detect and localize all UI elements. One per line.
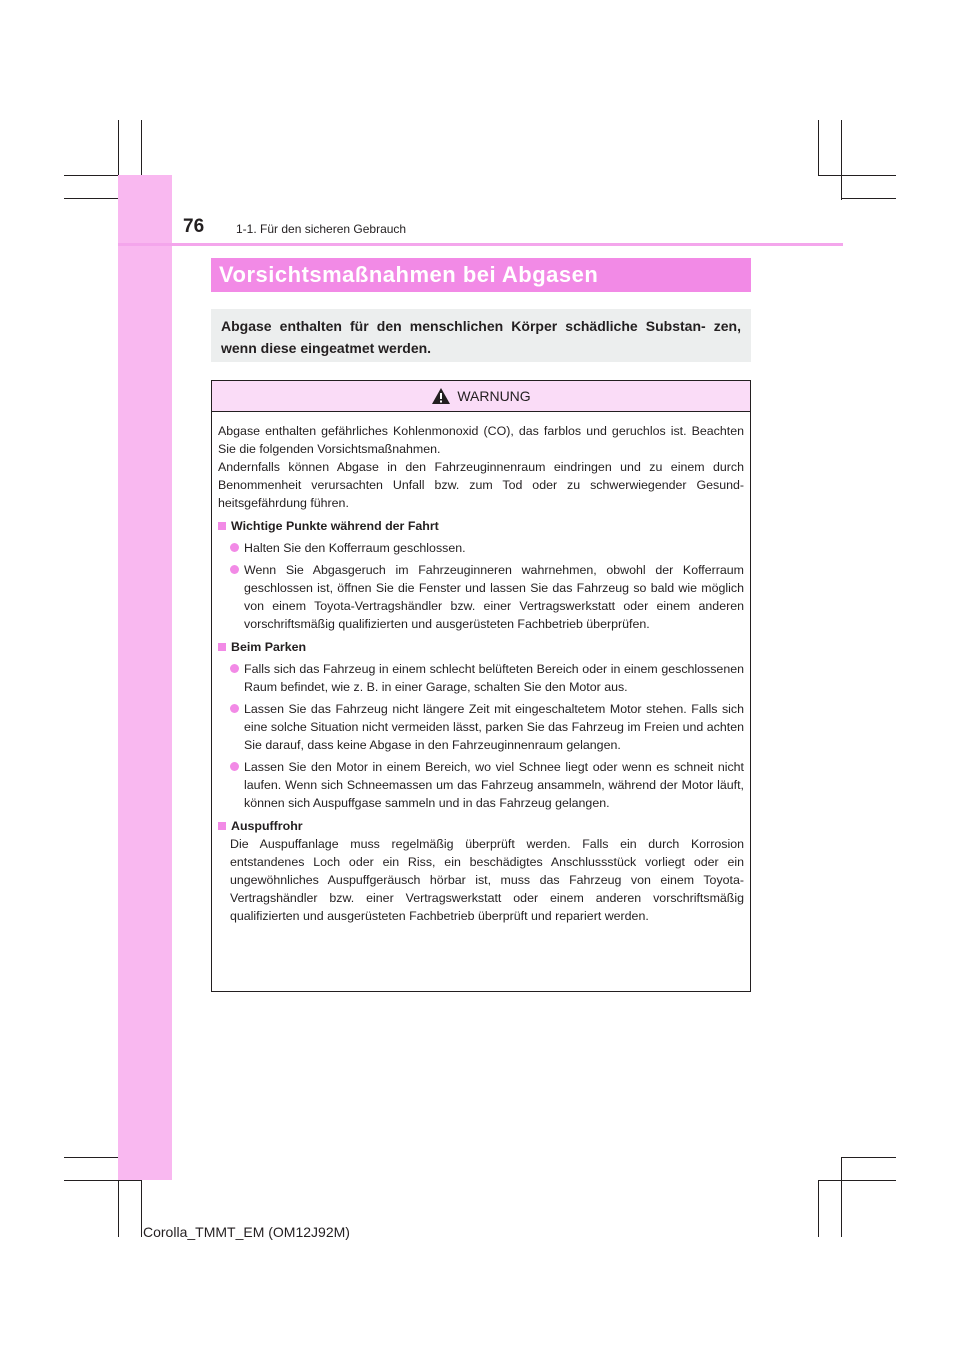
crop-mark: [841, 120, 842, 200]
list-item: Wenn Sie Abgasgeruch im Fahrzeuginneren wahrnehmen, obwohl der Kofferraum geschlossen ist, öffnen Sie die Fenster und lassen Sie das Fahrzeug so bald wie möglich von einem Toyota-Vertragshändler bzw. einer Vertragswerkstatt oder einem anderen vorschriftsmäßig qualifizierten und ausgerüsteten Fachbetrieb überprüfen.: [218, 561, 744, 633]
page-title: Vorsichtsmaßnahmen bei Abgasen: [211, 258, 751, 292]
crop-mark: [64, 1157, 119, 1158]
warning-label: WARNUNG: [457, 388, 531, 404]
dot-bullet-icon: [230, 565, 239, 574]
footer-code: Corolla_TMMT_EM (OM12J92M): [143, 1224, 350, 1240]
warning-intro: Andernfalls können Abgase in den Fahrzeuginnenraum eindringen und zu einem durch Benommenheit verursachten Unfall bzw. zum Tod oder zu schwerwiegender Gesund- heitsgefährdung führen.: [218, 460, 744, 510]
dot-bullet-icon: [230, 664, 239, 673]
intro-box: Abgase enthalten für den menschlichen Körper schädliche Substan- zen, wenn diese eingeatmet werden.: [211, 309, 751, 362]
warning-box: [211, 380, 751, 992]
crop-mark: [818, 1180, 819, 1237]
crop-mark: [818, 1180, 896, 1181]
crop-mark: [841, 1157, 896, 1158]
crop-mark: [64, 1180, 142, 1181]
list-item: Lassen Sie den Motor in einem Bereich, wo viel Schnee liegt oder wenn es schneit nicht laufen. Wenn sich Schneemassen um das Fahrzeug ansammeln, während der Motor läuft, können sich Auspuffgase sammeln und in das Fahrzeug gelangen.: [218, 758, 744, 812]
list-item: Falls sich das Fahrzeug in einem schlecht belüfteten Bereich oder in einem geschlossenen Raum befindet, wie z. B. in einer Garage, schalten Sie den Motor aus.: [218, 660, 744, 696]
section-heading: Wichtige Punkte während der Fahrt: [218, 517, 744, 535]
list-item: Halten Sie den Kofferraum geschlossen.: [218, 539, 744, 557]
section-heading: Beim Parken: [218, 638, 744, 656]
list-item: Lassen Sie das Fahrzeug nicht längere Zeit mit eingeschaltetem Motor stehen. Falls sich eine solche Situation nicht vermeiden lässt, parken Sie das Fahrzeug im Freien und achten Sie darauf, dass keine Abgase in den Fahrzeuginnenraum gelangen.: [218, 700, 744, 754]
warning-body: [212, 412, 750, 925]
square-bullet-icon: [218, 522, 226, 530]
warning-intro: Abgase enthalten gefährliches Kohlenmonoxid (CO), das farblos und geruchlos ist. Beachten Sie die folgenden Vorsichtsmaßnahmen.: [218, 424, 744, 456]
section-heading: Auspuffrohr: [218, 817, 744, 835]
crop-mark: [141, 1180, 142, 1237]
section-reference: 1-1. Für den sicheren Gebrauch: [236, 222, 407, 236]
warning-triangle-icon: [431, 387, 451, 405]
section-text: Die Auspuffanlage muss regelmäßig überprüft werden. Falls ein durch Korrosion entstandenes Loch oder ein Riss, ein beschädigtes Anschlussstück vorliegt oder ein ungewöhnliches Auspuffgeräusch hörbar ist, muss das Fahrzeug von einem Toyota- Vertragshändler bzw. einer Vertragswerkstatt oder einem anderen vorschriftsmäßig qualifizierten und ausgerüsteten Fachbetrieb überprüft und repariert werden.: [230, 837, 744, 923]
warning-header: [212, 381, 750, 412]
side-band: [118, 175, 172, 1180]
dot-bullet-icon: [230, 704, 239, 713]
crop-mark: [841, 198, 896, 199]
header-rule: [118, 243, 843, 246]
page-number: 76: [183, 216, 205, 237]
crop-mark: [841, 1157, 842, 1237]
dot-bullet-icon: [230, 762, 239, 771]
dot-bullet-icon: [230, 543, 239, 552]
crop-mark: [818, 120, 819, 175]
square-bullet-icon: [218, 822, 226, 830]
crop-mark: [64, 198, 119, 199]
square-bullet-icon: [218, 643, 226, 651]
crop-mark: [818, 175, 896, 176]
